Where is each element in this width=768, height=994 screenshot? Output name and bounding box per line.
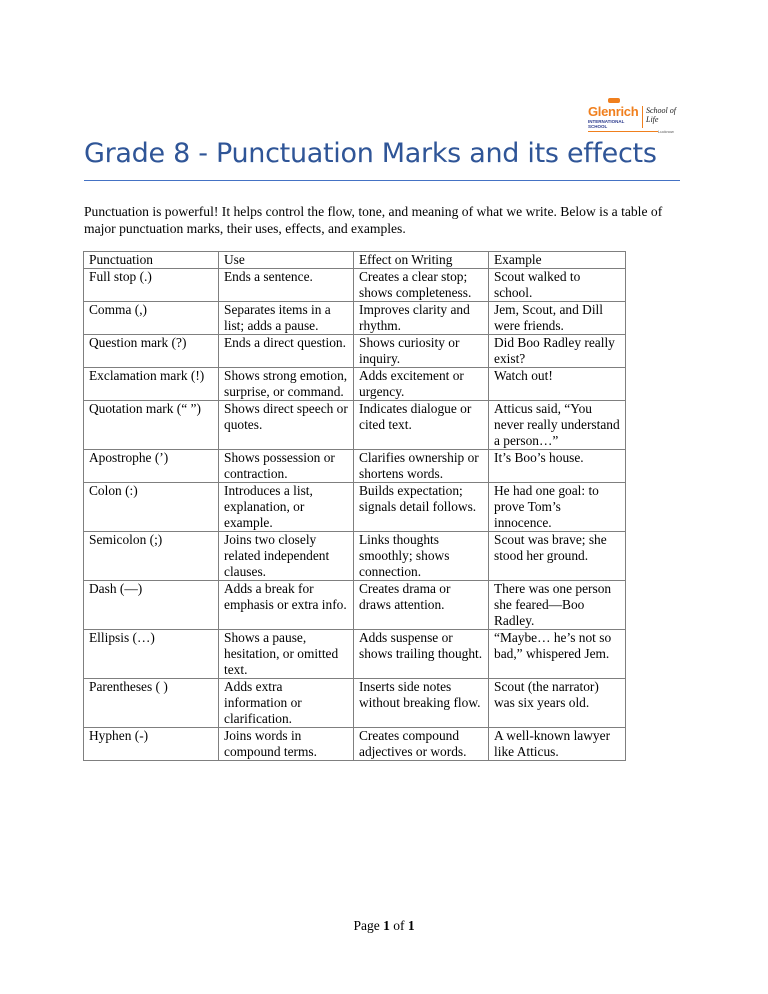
table-cell: Apostrophe (’) xyxy=(84,450,219,483)
table-cell: Semicolon (;) xyxy=(84,532,219,581)
table-cell: Dash (—) xyxy=(84,581,219,630)
table-cell: Builds expectation; signals detail follows. xyxy=(354,483,489,532)
table-row xyxy=(84,532,626,581)
table-cell: It’s Boo’s house. xyxy=(489,450,626,483)
school-logo xyxy=(588,98,678,134)
table-row xyxy=(84,302,626,335)
table-cell: Watch out! xyxy=(489,368,626,401)
table-cell: Joins words in compound terms. xyxy=(219,728,354,761)
column-header: Effect on Writing xyxy=(354,252,489,269)
table-cell: Adds suspense or shows trailing thought. xyxy=(354,630,489,679)
table-cell: Atticus said, “You never really understand a person…” xyxy=(489,401,626,450)
table-cell: Adds excitement or urgency. xyxy=(354,368,489,401)
table-cell: Scout walked to school. xyxy=(489,269,626,302)
table-cell: Indicates dialogue or cited text. xyxy=(354,401,489,450)
logo-tagline: School of Life xyxy=(646,106,676,124)
column-header: Example xyxy=(489,252,626,269)
table-row xyxy=(84,630,626,679)
table-row xyxy=(84,728,626,761)
table-cell: Shows possession or contraction. xyxy=(219,450,354,483)
table-cell: Inserts side notes without breaking flow. xyxy=(354,679,489,728)
table-row xyxy=(84,401,626,450)
table-row xyxy=(84,450,626,483)
logo-underline xyxy=(588,131,658,132)
table-cell: Shows strong emotion, surprise, or command. xyxy=(219,368,354,401)
table-cell: Hyphen (-) xyxy=(84,728,219,761)
table-cell: Full stop (.) xyxy=(84,269,219,302)
table-cell: Creates a clear stop; shows completeness. xyxy=(354,269,489,302)
current-page: 1 xyxy=(383,918,390,933)
table-cell: Ends a direct question. xyxy=(219,335,354,368)
table-cell: Exclamation mark (!) xyxy=(84,368,219,401)
table-cell: Adds a break for emphasis or extra info. xyxy=(219,581,354,630)
table-cell: Creates compound adjectives or words. xyxy=(354,728,489,761)
table-cell: Shows curiosity or inquiry. xyxy=(354,335,489,368)
logo-city: Lucknow xyxy=(658,129,674,134)
table-cell: Did Boo Radley really exist? xyxy=(489,335,626,368)
table-cell: He had one goal: to prove Tom’s innocence. xyxy=(489,483,626,532)
table-cell: A well-known lawyer like Atticus. xyxy=(489,728,626,761)
page-title: Grade 8 - Punctuation Marks and its effects xyxy=(84,138,657,169)
table-cell: Jem, Scout, and Dill were friends. xyxy=(489,302,626,335)
table-cell: Ends a sentence. xyxy=(219,269,354,302)
table-row xyxy=(84,368,626,401)
table-cell: Shows direct speech or quotes. xyxy=(219,401,354,450)
table-cell: Adds extra information or clarification. xyxy=(219,679,354,728)
table-cell: “Maybe… he’s not so bad,” whispered Jem. xyxy=(489,630,626,679)
table-cell: Shows a pause, hesitation, or omitted text. xyxy=(219,630,354,679)
table-cell: Ellipsis (…) xyxy=(84,630,219,679)
logo-divider xyxy=(642,106,643,128)
page-footer xyxy=(0,918,768,934)
table-cell: Introduces a list, explanation, or example. xyxy=(219,483,354,532)
title-underline xyxy=(84,180,680,181)
table-row xyxy=(84,679,626,728)
table-cell: There was one person she feared—Boo Radley. xyxy=(489,581,626,630)
table-cell: Question mark (?) xyxy=(84,335,219,368)
logo-name: Glenrich xyxy=(588,104,639,119)
footer-prefix: Page xyxy=(353,918,384,933)
table-cell: Separates items in a list; adds a pause. xyxy=(219,302,354,335)
table-cell: Joins two closely related independent clauses. xyxy=(219,532,354,581)
table-cell: Quotation mark (“ ”) xyxy=(84,401,219,450)
table-cell: Scout (the narrator) was six years old. xyxy=(489,679,626,728)
intro-paragraph: Punctuation is powerful! It helps control the flow, tone, and meaning of what we write. Below is a table of major punctuation marks, their uses, effects, and examples. xyxy=(84,204,663,236)
column-header: Use xyxy=(219,252,354,269)
table-cell: Parentheses ( ) xyxy=(84,679,219,728)
logo-subtitle: INTERNATIONAL SCHOOL xyxy=(588,119,625,129)
table-row xyxy=(84,483,626,532)
table-cell: Improves clarity and rhythm. xyxy=(354,302,489,335)
column-header: Punctuation xyxy=(84,252,219,269)
table-cell: Colon (:) xyxy=(84,483,219,532)
table-row xyxy=(84,335,626,368)
table-header-row xyxy=(84,252,626,269)
punctuation-table xyxy=(83,251,626,761)
table-cell: Scout was brave; she stood her ground. xyxy=(489,532,626,581)
graduation-cap-icon xyxy=(608,98,620,103)
footer-of: of xyxy=(389,918,408,933)
table-row xyxy=(84,269,626,302)
total-pages: 1 xyxy=(407,918,415,933)
table-cell: Clarifies ownership or shortens words. xyxy=(354,450,489,483)
table-cell: Creates drama or draws attention. xyxy=(354,581,489,630)
table-cell: Links thoughts smoothly; shows connection. xyxy=(354,532,489,581)
table-row xyxy=(84,581,626,630)
table-cell: Comma (,) xyxy=(84,302,219,335)
